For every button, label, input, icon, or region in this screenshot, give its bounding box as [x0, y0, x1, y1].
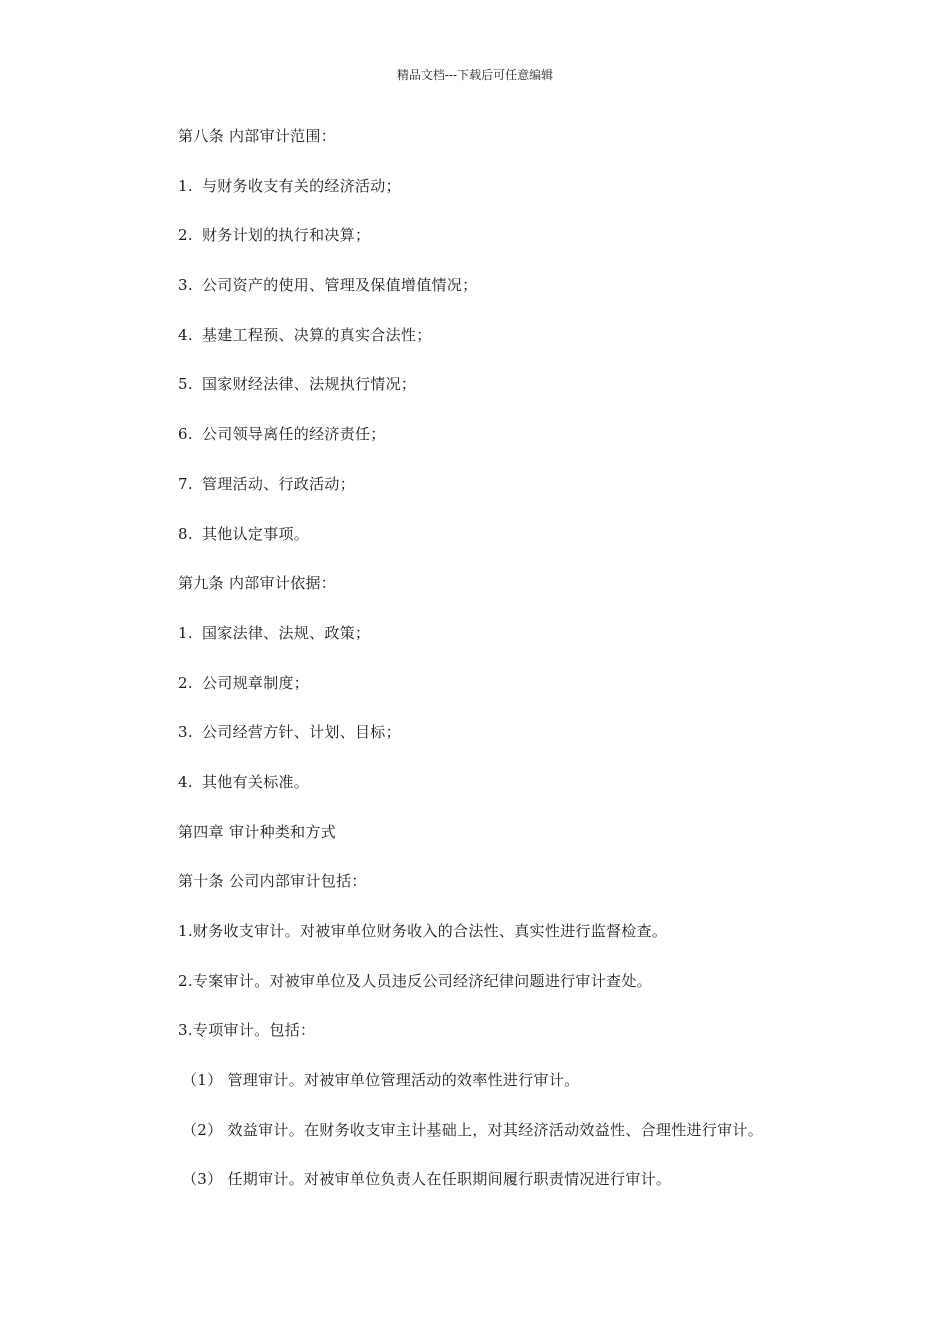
- line-text: 第四章 审计种类和方式: [178, 822, 337, 841]
- list-text: 管理活动、行政活动；: [202, 474, 356, 493]
- line-text: （2） 效益审计。在财务收支审主计基础上，对其经济活动效益性、合理性进行审计。: [182, 1120, 764, 1139]
- section-heading-article-9: [178, 573, 878, 623]
- list-text: 公司规章制度；: [202, 673, 310, 692]
- line-text: 1.财务收支审计。对被审单位财务收入的合法性、真实性进行监督检查。: [178, 922, 668, 940]
- list-item: [178, 524, 878, 574]
- list-text: 国家财经法律、法规执行情况；: [202, 375, 417, 394]
- list-text: 其他认定事项。: [202, 524, 310, 543]
- chapter-heading: [178, 822, 878, 872]
- line-text: 2.专案审计。对被审单位及人员违反公司经济纪律问题进行审计查处。: [178, 971, 652, 990]
- list-text: 公司资产的使用、管理及保值增值情况；: [202, 276, 478, 295]
- sub-item: [178, 1070, 878, 1120]
- list-item: [178, 275, 878, 325]
- section-heading-article-10: [178, 871, 878, 921]
- line-text: （3） 任期审计。对被审单位负责人在任职期间履行职责情况进行审计。: [182, 1170, 672, 1189]
- list-item: [178, 325, 878, 375]
- paragraph: [178, 1020, 878, 1070]
- list-item: [178, 673, 878, 723]
- list-number: 4.: [178, 325, 193, 344]
- list-text: 财务计划的执行和决算；: [202, 226, 371, 245]
- list-text: 其他有关标准。: [202, 772, 310, 791]
- list-number: 1.: [178, 176, 193, 195]
- line-text: 第八条 内部审计范围：: [178, 127, 337, 145]
- list-number: 7.: [178, 474, 193, 493]
- page-header: 精品文档---下载后可任意编辑: [396, 68, 554, 82]
- list-number: 2.: [178, 226, 193, 245]
- paragraph: [178, 971, 878, 1021]
- list-text: 国家法律、法规、政策；: [202, 623, 371, 642]
- list-text: 与财务收支有关的经济活动；: [202, 176, 401, 195]
- list-text: 公司经营方针、计划、目标；: [202, 723, 401, 742]
- document-body: [178, 126, 878, 1219]
- list-item: [178, 225, 878, 275]
- list-number: 6.: [178, 425, 193, 444]
- list-text: 基建工程预、决算的真实合法性；: [202, 325, 432, 344]
- sub-item: [178, 1120, 878, 1170]
- list-number: 3.: [178, 723, 193, 742]
- list-item: [178, 374, 878, 424]
- list-number: 8.: [178, 524, 193, 543]
- list-item: [178, 474, 878, 524]
- sub-item: [178, 1169, 878, 1219]
- list-number: 3.: [178, 276, 193, 295]
- list-item: [178, 772, 878, 822]
- list-number: 1.: [178, 623, 193, 642]
- list-item: [178, 623, 878, 673]
- list-number: 5.: [178, 375, 193, 394]
- line-text: 第九条 内部审计依据：: [178, 574, 337, 593]
- line-text: 3.专项审计。包括：: [178, 1021, 316, 1040]
- paragraph: [178, 921, 878, 971]
- list-number: 2.: [178, 673, 193, 692]
- list-text: 公司领导离任的经济责任；: [202, 425, 386, 444]
- list-item: [178, 424, 878, 474]
- line-text: （1） 管理审计。对被审单位管理活动的效率性进行审计。: [182, 1071, 580, 1090]
- list-item: [178, 722, 878, 772]
- list-number: 4.: [178, 772, 193, 791]
- section-heading-article-8: [178, 126, 878, 176]
- list-item: [178, 176, 878, 226]
- line-text: 第十条 公司内部审计包括：: [178, 872, 367, 891]
